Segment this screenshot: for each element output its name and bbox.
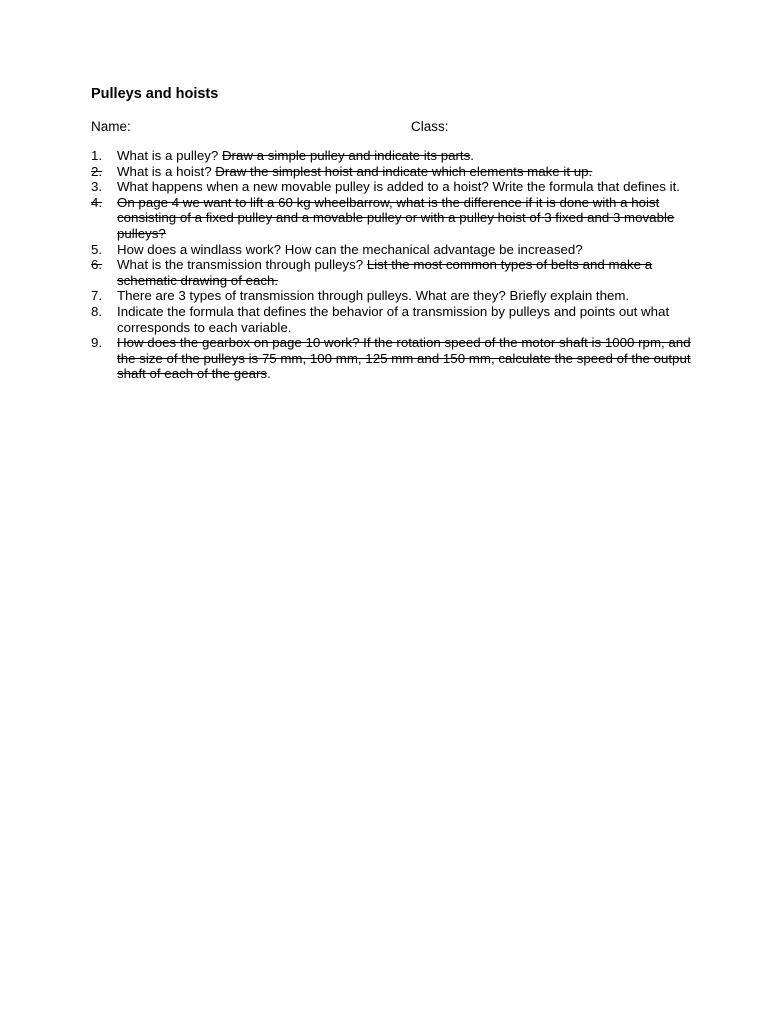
question-text (117, 195, 691, 242)
question-text (117, 257, 691, 288)
struck-text: How does the gearbox on page 10 work? If the rotation speed of the motor shaft is 1000 rpm, and the size of the pulleys is 75 mm, 100 mm, 125 mm and 150 mm, calculate the speed of the output shaft of each of the gears (117, 335, 691, 382)
question-item (91, 288, 691, 304)
question-text (117, 148, 691, 164)
question-text-part: Indicate the formula that defines the behavior of a transmission by pulleys and points out what corresponds to each variable. (117, 303, 670, 335)
question-item (91, 148, 691, 164)
question-text-part: What is a pulley? (117, 148, 222, 163)
name-label: Name: (91, 119, 131, 134)
question-item (91, 304, 691, 335)
question-text (117, 288, 691, 304)
question-text-part: . (267, 366, 271, 382)
question-text-part: There are 3 types of transmission through pulleys. What are they? Briefly explain them. (117, 288, 630, 304)
struck-text: Draw a simple pulley and indicate its parts (221, 148, 471, 163)
question-text-part: . (470, 148, 474, 163)
class-label: Class: (411, 119, 449, 134)
question-text (117, 179, 691, 195)
question-number: 5. (91, 241, 103, 257)
question-item (91, 257, 691, 288)
question-number: 9. (91, 335, 103, 351)
question-number: 8. (91, 303, 103, 319)
question-number: 7. (91, 288, 103, 304)
question-text (117, 304, 691, 335)
question-text-part: How does a windlass work? How can the mechanical advantage be increased? (117, 241, 583, 257)
question-number: 4. (91, 194, 103, 210)
question-item (91, 164, 691, 180)
question-item (91, 242, 691, 258)
question-text-part: What happens when a new movable pulley is added to a hoist? Write the formula that defines it. (117, 179, 680, 195)
struck-text: On page 4 we want to lift a 60 kg wheelbarrow, what is the difference if it is done with a hoist consisting of a fixed pulley and a movable pulley or with a pulley hoist of 3 fixed and 3 movable pulleys? (117, 194, 675, 241)
question-number: 3. (91, 179, 103, 195)
question-text (117, 164, 691, 180)
question-list (91, 148, 691, 382)
name-class-row (91, 118, 691, 136)
question-text-part: What is a hoist? (117, 163, 216, 179)
question-item (91, 195, 691, 242)
page-title: Pulleys and hoists (91, 86, 219, 102)
question-text (117, 242, 691, 258)
struck-text: List the most common types of belts and make a schematic drawing of each. (117, 257, 653, 288)
question-item (91, 335, 691, 382)
question-number: 2. (91, 163, 103, 179)
struck-text: Draw the simplest hoist and indicate which elements make it up. (215, 163, 593, 179)
question-item (91, 179, 691, 195)
question-number: 1. (91, 148, 103, 163)
question-number: 6. (91, 257, 103, 273)
question-text (117, 335, 691, 382)
question-text-part: What is the transmission through pulleys? (117, 257, 367, 273)
